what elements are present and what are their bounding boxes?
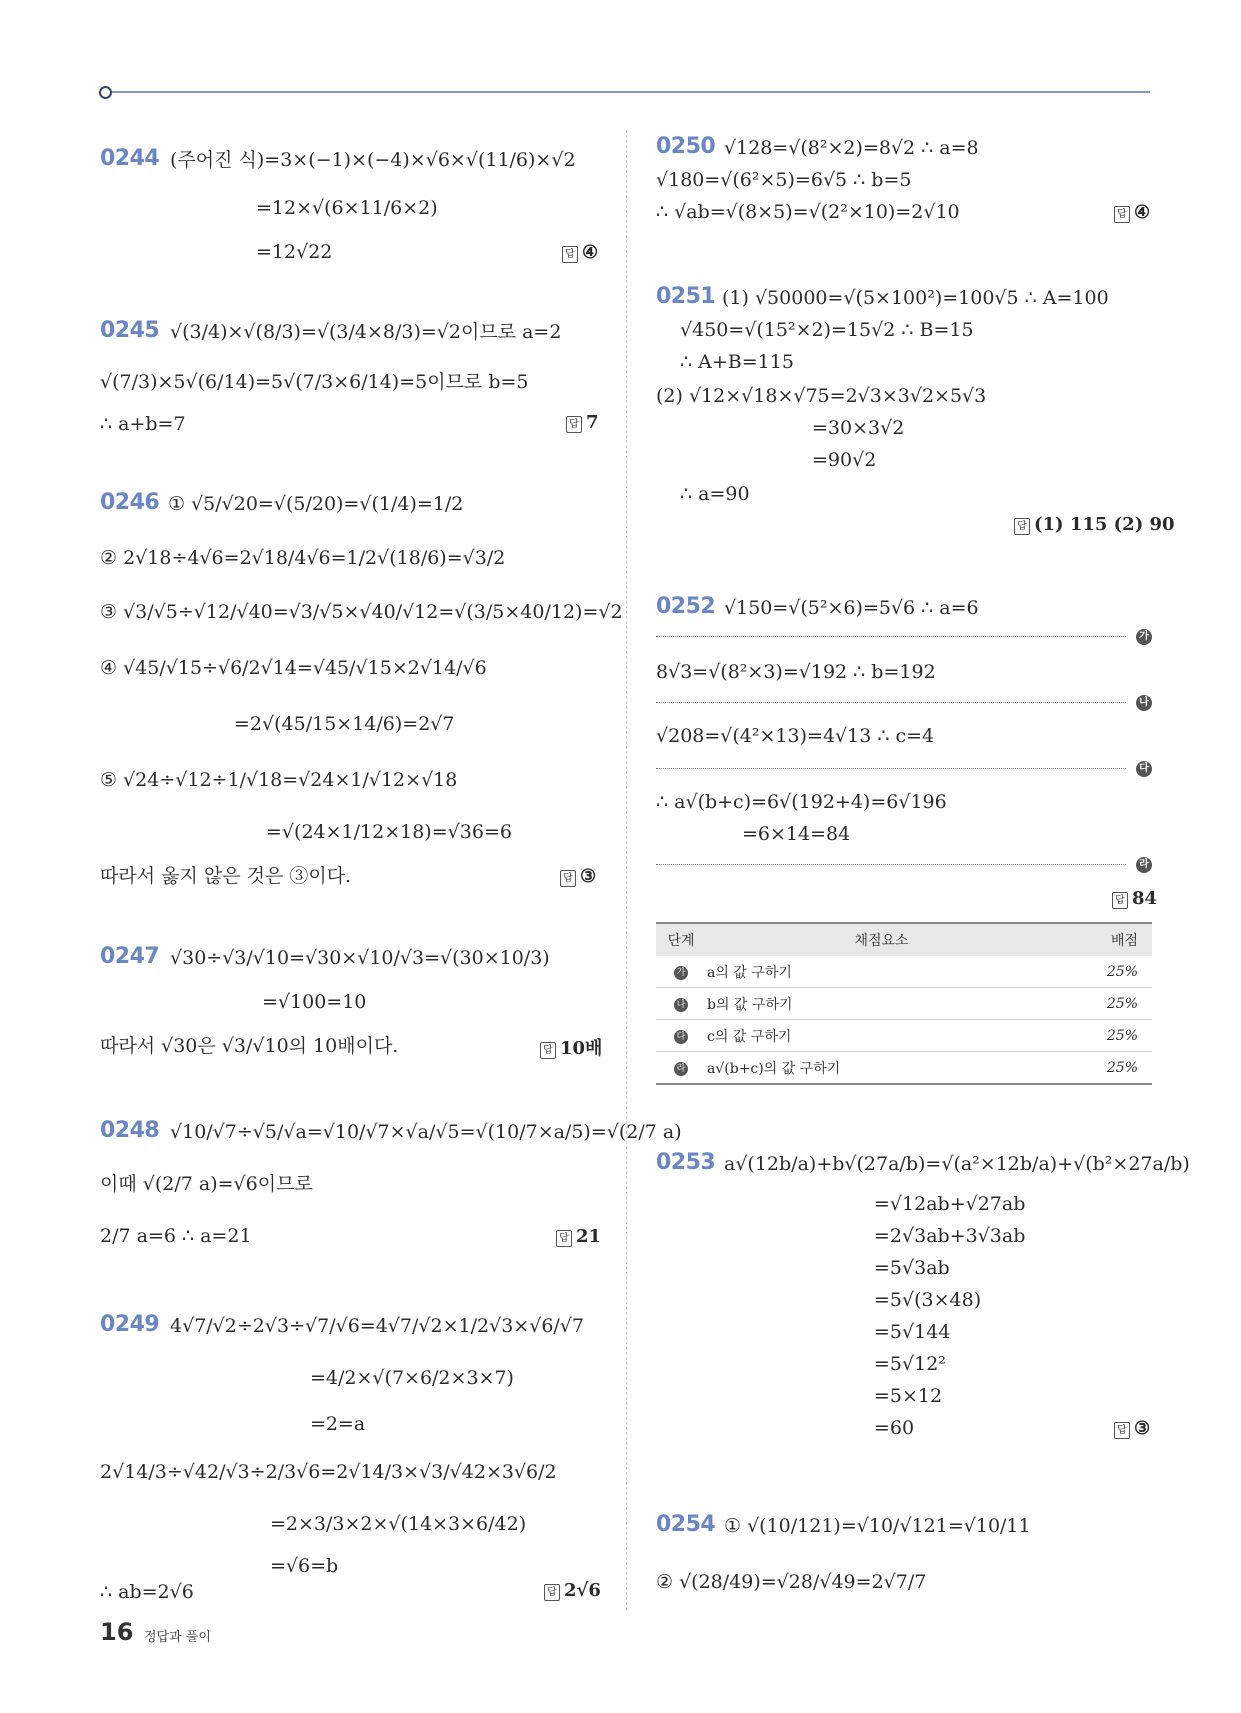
answer-icon: 답 — [566, 416, 582, 433]
solution-line: ② 2√18÷4√6=2√18/4√6=1/2√(18/6)=√3/2 — [100, 547, 506, 569]
solution-line: ③ √3/√5÷√12/√40=√3/√5×√40/√12=√(3/5×40/12)=√2 — [100, 601, 623, 623]
table-cell: 25% — [1057, 988, 1152, 1020]
table-row — [656, 988, 1152, 1020]
solution-line: 이때 √(2/7 a)=√6이므로 — [100, 1173, 313, 1195]
table-cell: 25% — [1057, 1020, 1152, 1052]
dotted-separator — [656, 768, 1126, 769]
answer: 답 ④ — [1114, 202, 1150, 223]
dotted-separator — [656, 864, 1126, 865]
solution-line: √450=√(15²×2)=15√2 ∴ B=15 — [680, 319, 974, 341]
step-marker: 가 — [674, 966, 688, 980]
solution-line: 따라서 옳지 않은 것은 ③이다. — [100, 865, 352, 887]
solution-line: ∴ √ab=√(8×5)=√(2²×10)=2√10 — [656, 201, 960, 223]
header-rule — [104, 91, 1150, 93]
answer-icon: 답 — [1114, 206, 1130, 223]
problem-number: 0251 — [656, 284, 716, 309]
table-row — [656, 1020, 1152, 1052]
solution-line: ⑤ √24÷√12÷1/√18=√24×1/√12×√18 — [100, 769, 458, 791]
solution-line: √208=√(4²×13)=4√13 ∴ c=4 — [656, 725, 935, 747]
solution-line: √(7/3)×5√(6/14)=5√(7/3×6/14)=5이므로 b=5 — [100, 371, 529, 393]
solution-line: =√(24×1/12×18)=√36=6 — [266, 821, 512, 843]
solution-line: =2√3ab+3√3ab — [874, 1225, 1026, 1247]
solution-line: √128=√(8²×2)=8√2 ∴ a=8 — [724, 137, 979, 159]
solution-line: (1) √50000=√(5×100²)=100√5 ∴ A=100 — [722, 287, 1109, 309]
solution-line: =60 — [874, 1417, 915, 1439]
solution-line: =6×14=84 — [742, 823, 851, 845]
table-cell: b의 값 구하기 — [706, 988, 1057, 1020]
table-header: 채점요소 — [706, 923, 1057, 956]
solution-line: √180=√(6²×5)=6√5 ∴ b=5 — [656, 169, 912, 191]
column-divider — [626, 130, 627, 1610]
page-number: 16 — [100, 1618, 134, 1646]
solution-line: =12√22 — [256, 241, 333, 263]
answer-icon: 답 — [540, 1042, 556, 1059]
solution-line: =2=a — [310, 1413, 366, 1435]
solution-line: a√(12b/a)+b√(27a/b)=√(a²×12b/a)+√(b²×27a/b) — [724, 1153, 1190, 1175]
table-row — [656, 1052, 1152, 1085]
header-dot-icon — [99, 86, 112, 99]
answer-icon: 답 — [560, 870, 576, 887]
step-marker: 라 — [1136, 857, 1152, 873]
answer-icon: 답 — [562, 246, 578, 263]
table-cell: a√(b+c)의 값 구하기 — [706, 1052, 1057, 1085]
step-marker: 가 — [1136, 629, 1152, 645]
solution-line: =4/2×√(7×6/2×3×7) — [310, 1367, 514, 1389]
solution-line: ① √(10/121)=√10/√121=√10/11 — [724, 1515, 1031, 1537]
solution-line: 2√14/3÷√42/√3÷2/3√6=2√14/3×√3/√42×3√6/2 — [100, 1461, 557, 1483]
step-marker: 라 — [674, 1062, 688, 1076]
table-cell: c의 값 구하기 — [706, 1020, 1057, 1052]
answer-icon: 답 — [556, 1230, 572, 1247]
solution-line: ∴ a+b=7 — [100, 413, 186, 435]
solution-line: √150=√(5²×6)=5√6 ∴ a=6 — [724, 597, 979, 619]
problem-number: 0245 — [100, 318, 160, 343]
problem-number: 0250 — [656, 134, 716, 159]
problem-number: 0244 — [100, 146, 160, 171]
solution-line: ∴ A+B=115 — [680, 351, 794, 373]
solution-line: =5×12 — [874, 1385, 943, 1407]
step-marker: 다 — [1136, 761, 1152, 777]
solution-line: 4√7/√2÷2√3÷√7/√6=4√7/√2×1/2√3×√6/√7 — [170, 1315, 585, 1337]
problem-number: 0252 — [656, 594, 716, 619]
answer-icon: 답 — [1112, 892, 1128, 909]
problem-number: 0253 — [656, 1150, 716, 1175]
answer: 답 84 — [1112, 888, 1157, 909]
table-cell: 25% — [1057, 1052, 1152, 1085]
solution-line: ∴ ab=2√6 — [100, 1581, 194, 1603]
step-marker: 나 — [1136, 695, 1152, 711]
solution-line: =12×√(6×11/6×2) — [256, 197, 438, 219]
solution-line: =90√2 — [812, 449, 877, 471]
answer: 답 10배 — [540, 1034, 602, 1060]
answer: 답 ④ — [562, 242, 598, 263]
answer-icon: 답 — [1014, 518, 1030, 535]
problem-number: 0247 — [100, 944, 160, 969]
solution-line: (2) √12×√18×√75=2√3×3√2×5√3 — [656, 385, 987, 407]
page-label: 정답과 풀이 — [144, 1630, 211, 1645]
answer: 답 7 — [566, 412, 599, 433]
solution-line: =5√12² — [874, 1353, 946, 1375]
solution-line: ② √(28/49)=√28/√49=2√7/7 — [656, 1571, 927, 1593]
solution-line: =√12ab+√27ab — [874, 1193, 1026, 1215]
table-row — [656, 956, 1152, 988]
solution-line: √(3/4)×√(8/3)=√(3/4×8/3)=√2이므로 a=2 — [170, 321, 562, 343]
solution-line: √30÷√3/√10=√30×√10/√3=√(30×10/3) — [170, 947, 550, 969]
answer-icon: 답 — [544, 1584, 560, 1601]
solution-line: ④ √45/√15÷√6/2√14=√45/√15×2√14/√6 — [100, 657, 487, 679]
solution-line: √10/√7÷√5/√a=√10/√7×√a/√5=√(10/7×a/5)=√(2/7 a) — [170, 1121, 682, 1143]
answer: 답 2√6 — [544, 1580, 601, 1601]
dotted-separator — [656, 636, 1126, 637]
solution-line: =√100=10 — [262, 991, 367, 1013]
answer: 답 (1) 115 (2) 90 — [1014, 514, 1175, 535]
step-marker: 다 — [674, 1030, 688, 1044]
grading-table — [656, 922, 1152, 1085]
solution-line: =2×3/3×2×√(14×3×6/42) — [270, 1513, 527, 1535]
solution-line: 8√3=√(8²×3)=√192 ∴ b=192 — [656, 661, 936, 683]
solution-line: =√6=b — [270, 1555, 339, 1577]
problem-number: 0249 — [100, 1312, 160, 1337]
problem-number: 0246 — [100, 490, 160, 515]
solution-line: ∴ a=90 — [680, 483, 750, 505]
answer: 답 ③ — [1114, 1418, 1150, 1439]
solution-line: ① √5/√20=√(5/20)=√(1/4)=1/2 — [168, 493, 464, 515]
solution-line: =5√(3×48) — [874, 1289, 982, 1311]
dotted-separator — [656, 702, 1126, 703]
table-header: 배점 — [1057, 923, 1152, 956]
solution-line: 따라서 √30은 √3/√10의 10배이다. — [100, 1035, 399, 1057]
problem-number: 0254 — [656, 1512, 716, 1537]
solution-line: (주어진 식)=3×(−1)×(−4)×√6×√(11/6)×√2 — [170, 149, 576, 171]
solution-line: 2/7 a=6 ∴ a=21 — [100, 1225, 252, 1247]
answer: 답 21 — [556, 1226, 601, 1247]
table-cell: a의 값 구하기 — [706, 956, 1057, 988]
solution-line: =2√(45/15×14/6)=2√7 — [234, 713, 455, 735]
table-header: 단계 — [656, 923, 706, 956]
solution-line: =5√3ab — [874, 1257, 950, 1279]
problem-number: 0248 — [100, 1118, 160, 1143]
answer-icon: 답 — [1114, 1422, 1130, 1439]
table-cell: 25% — [1057, 956, 1152, 988]
solution-line: =30×3√2 — [812, 417, 905, 439]
solution-line: ∴ a√(b+c)=6√(192+4)=6√196 — [656, 791, 947, 813]
answer: 답 ③ — [560, 866, 596, 887]
step-marker: 나 — [674, 998, 688, 1012]
solution-line: =5√144 — [874, 1321, 951, 1343]
